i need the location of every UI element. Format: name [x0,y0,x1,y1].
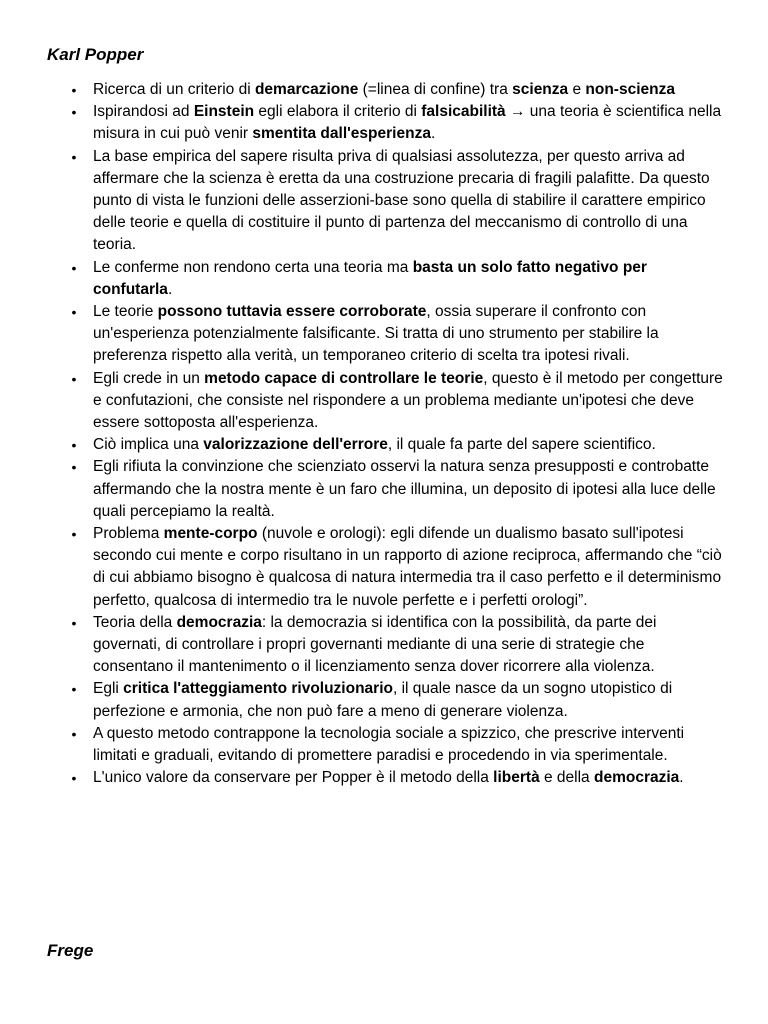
bullet-icon: • [71,437,77,454]
text-run: . [167,280,173,298]
list-item-text [93,458,716,519]
list-item-text [93,81,675,98]
bold-text: valorizzazione dell'errore [203,436,388,454]
bold-text: mente-corpo [163,525,258,543]
list-item [64,678,724,722]
bold-text: non-scienza [585,81,675,98]
text-run: : la democrazia si identifica con la possibilità, da parte dei governati, di controllare i propri governanti mediante di una serie di strategie che consentano il mantenimento o il licenziamento senza dover ricorrere alla violenza. [93,613,657,676]
list-item-text [93,680,672,719]
bold-text: basta un solo fatto negativo per confutarla [93,258,647,298]
text-run: e della [539,769,594,787]
list-item [64,146,724,257]
text-run: , ossia superare il confronto con un'esperienza potenzialmente falsificante. Si tratta di uno strumento per stabilire la preferenza rispetto alla verità, un temporaneo criterio di scelta tra ipotesi rivali. [93,303,659,365]
text-run: Problema [93,525,164,543]
bullet-icon: • [71,526,77,543]
list-item-text [93,103,721,142]
bold-text: demarcazione [254,81,359,98]
text-run: → una teoria è scientifica nella misura in cui può venir [93,103,722,143]
bullet-list [64,79,724,790]
text-run: Teoria della [93,613,177,631]
list-item-text [93,725,684,764]
list-item [64,767,724,789]
list-item-text [93,525,722,609]
bold-text: possono tuttavia essere corroborate [157,303,427,321]
bold-text: democrazia [176,613,262,631]
list-item [64,257,724,301]
bold-text: Einstein [193,103,255,121]
text-run: Egli crede in un [93,369,205,387]
bold-text: libertà [493,769,540,787]
text-run: L'unico valore da conservare per Popper è il metodo della [93,769,494,787]
list-item [64,301,724,368]
bullet-icon: • [71,259,77,276]
bold-text: falsicabilità [421,103,506,121]
list-item-text [93,436,656,453]
bullet-icon: • [71,459,77,476]
list-item-text [93,769,684,786]
text-run: Le conferme non rendono certa una teoria ma [93,258,413,276]
bullet-icon: • [71,304,77,321]
bold-text: smentita dall'esperienza [252,125,431,143]
text-run: Egli [93,680,124,698]
list-item-text [93,370,723,431]
bullet-icon: • [71,770,77,787]
text-run: e [568,81,586,98]
bullet-icon: • [71,614,77,631]
list-item [64,523,724,612]
bullet-icon: • [71,82,77,98]
list-item [64,723,724,767]
text-run: Le teorie [93,303,158,321]
section-heading-frege: Frege [47,941,94,960]
list-item [64,79,724,101]
list-item [64,612,724,679]
bullet-icon: • [71,681,77,698]
section-heading-karl-popper: Karl Popper [47,45,144,64]
text-run: egli elabora il criterio di [254,103,422,121]
text-run: , il quale fa parte del sapere scientifico. [387,436,656,454]
bold-text: democrazia [593,769,680,787]
bullet-icon: • [71,725,77,742]
text-run: (=linea di confine) tra [358,81,513,98]
bold-text: critica l'atteggiamento rivoluzionario [123,680,393,698]
text-run: , il quale nasce da un sogno utopistico di perfezione e armonia, che non può fare a meno di generare violenza. [93,680,673,720]
list-item [64,368,724,435]
bullet-icon: • [71,104,77,121]
text-run: , questo è il metodo per congetture e confutazioni, che consiste nel rispondere a un problema mediante un'ipotesi che deve essere sottoposta all'esperienza. [93,369,723,432]
text-run: Egli rifiuta la convinzione che scienziato osservi la natura senza presupposti e controbatte affermando che la nostra mente è un faro che illumina, un deposito di ipotesi alla luce delle quali percepiamo la realtà. [93,458,716,520]
text-run: Ciò implica una [93,436,204,454]
text-run: Ricerca di un criterio di [93,81,255,98]
list-item [64,101,724,145]
text-run: . [679,769,684,787]
bold-text: scienza [512,81,569,98]
list-item-text [93,148,710,254]
text-run: A questo metodo contrappone la tecnologia sociale a spizzico, che prescrive interventi limitati e graduali, evitando di promettere paradisi e procedendo in via sperimentale. [93,724,685,765]
list-item-text [93,303,659,364]
text-run: La base empirica del sapere risulta priva di qualsiasi assolutezza, per questo arriva ad affermare che la scienza è eretta da una costruzione precaria di fragili palafitte. Da questo punto di vista le funzioni delle asserzioni-base sono quella di stabilire il carattere empirico delle teorie e quella di costituire il punto di partenza del meccanismo di controllo di una teoria. [93,147,710,254]
bullet-icon: • [71,370,77,387]
list-item [64,456,724,523]
text-run: Ispirandosi ad [93,103,194,121]
list-item [64,434,724,456]
bullet-icon: • [71,148,77,165]
text-run: (nuvole e orologi): egli difende un dualismo basato sull'ipotesi secondo cui mente e corpo risultano in un rapporto di azione reciproca, affermando che “ciò di cui abbiamo bisogno è qualcosa di natura intermedia tra il caso perfetto e il determinismo perfetto, qualcosa di intermedio tra le nuvole perfette e i perfetti orologi”. [93,525,722,609]
text-run: . [430,125,436,143]
list-item-text [93,259,647,298]
list-item-text [93,614,656,675]
bold-text: metodo capace di controllare le teorie [204,369,484,387]
